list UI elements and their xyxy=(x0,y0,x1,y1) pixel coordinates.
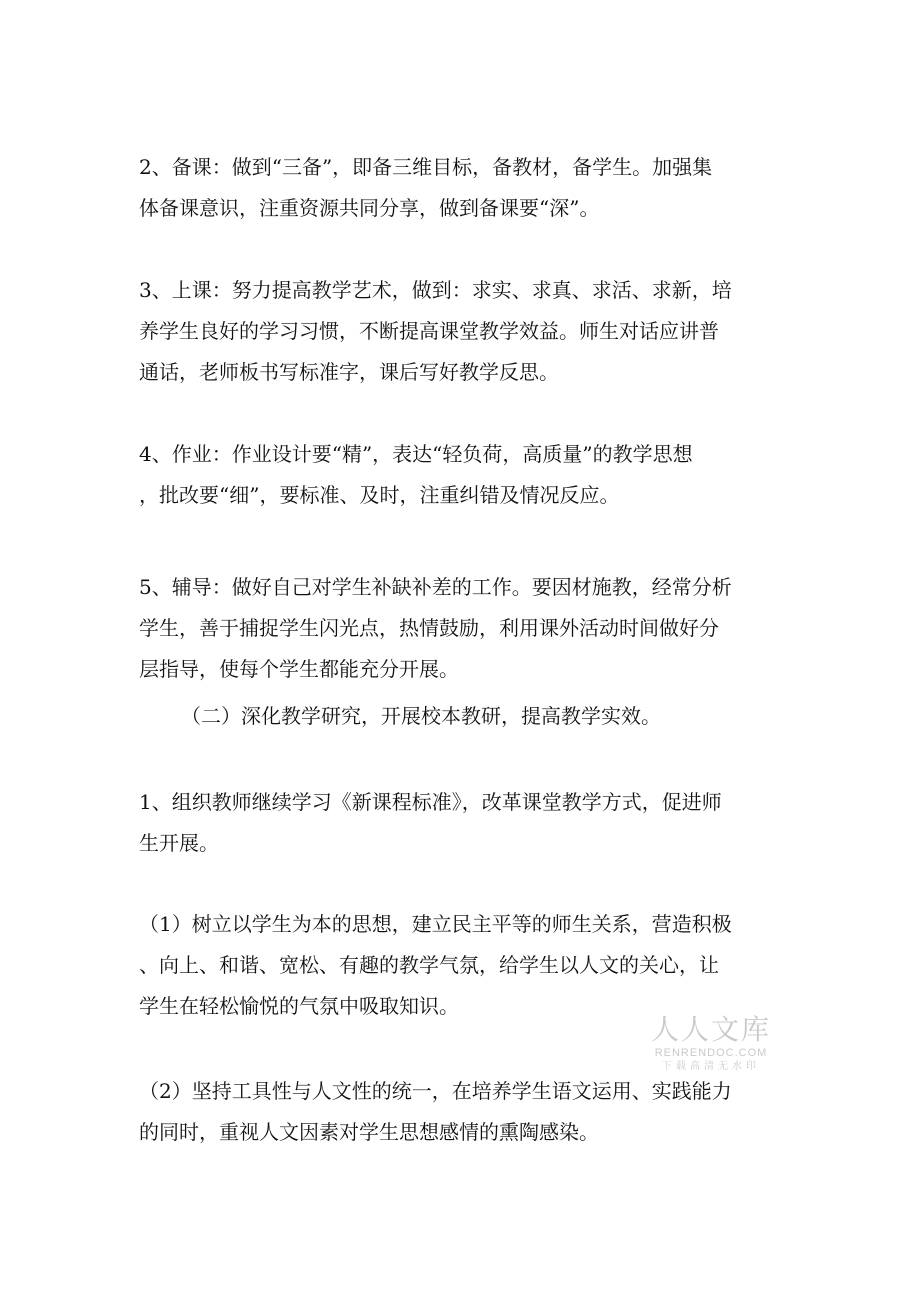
text-line: 3、上课：努力提高教学艺术，做到：求实、求真、求活、求新，培 xyxy=(139,278,732,302)
watermark-logo xyxy=(646,1014,776,1073)
text-line: 学生在轻松愉悦的气氛中吸取知识。 xyxy=(139,994,459,1018)
watermark-subtitle: 下载高清无水印 xyxy=(662,1061,760,1072)
watermark-title: 人人文库 xyxy=(650,1013,771,1046)
text-line: 体备课意识，注重资源共同分享，做到备课要“深”。 xyxy=(139,196,600,220)
text-line: 5、辅导：做好自己对学生补缺补差的工作。要因材施教，经常分析 xyxy=(139,575,732,599)
paragraph-student-centered xyxy=(139,904,789,1027)
watermark-url: RENRENDOC.COM xyxy=(654,1047,768,1059)
text-line: （1）树立以学生为本的思想，建立民主平等的师生关系，营造积极 xyxy=(139,912,732,936)
paragraph-curriculum-study xyxy=(139,782,789,864)
paragraph-tool-humanity xyxy=(139,1071,789,1153)
text-line: 养学生良好的学习习惯，不断提高课堂教学效益。师生对话应讲普 xyxy=(139,319,719,343)
text-line: 2、备课：做到“三备”，即备三维目标，备教材，备学生。加强集 xyxy=(139,155,713,179)
text-line: （2）坚持工具性与人文性的统一，在培养学生语文运用、实践能力 xyxy=(139,1079,732,1103)
text-line: （二）深化教学研究，开展校本教研，提高教学实效。 xyxy=(181,704,661,728)
text-line: 4、作业：作业设计要“精”，表达“轻负荷，高质量”的教学思想 xyxy=(139,442,693,466)
text-line: 1、组织教师继续学习《新课程标准》，改革课堂教学方式，促进师 xyxy=(139,790,722,814)
text-line: 学生，善于捕捉学生闪光点，热情鼓励，利用课外活动时间做好分 xyxy=(139,616,719,640)
paragraph-lesson-prep xyxy=(139,147,789,229)
text-line: 、向上、和谐、宽松、有趣的教学气氛，给学生以人文的关心，让 xyxy=(139,953,719,977)
text-line: 生开展。 xyxy=(139,831,219,855)
text-line: 的同时，重视人文因素对学生思想感情的熏陶感染。 xyxy=(139,1120,599,1144)
paragraph-homework xyxy=(139,434,789,516)
section-heading xyxy=(181,696,831,737)
text-line: 通话，老师板书写标准字，课后写好教学反思。 xyxy=(139,360,559,384)
text-line: ，批改要“细”，要标准、及时，注重纠错及情况反应。 xyxy=(139,483,620,507)
text-line: 层指导，使每个学生都能充分开展。 xyxy=(139,657,459,681)
paragraph-tutoring xyxy=(139,567,789,690)
paragraph-class-teaching xyxy=(139,270,789,393)
